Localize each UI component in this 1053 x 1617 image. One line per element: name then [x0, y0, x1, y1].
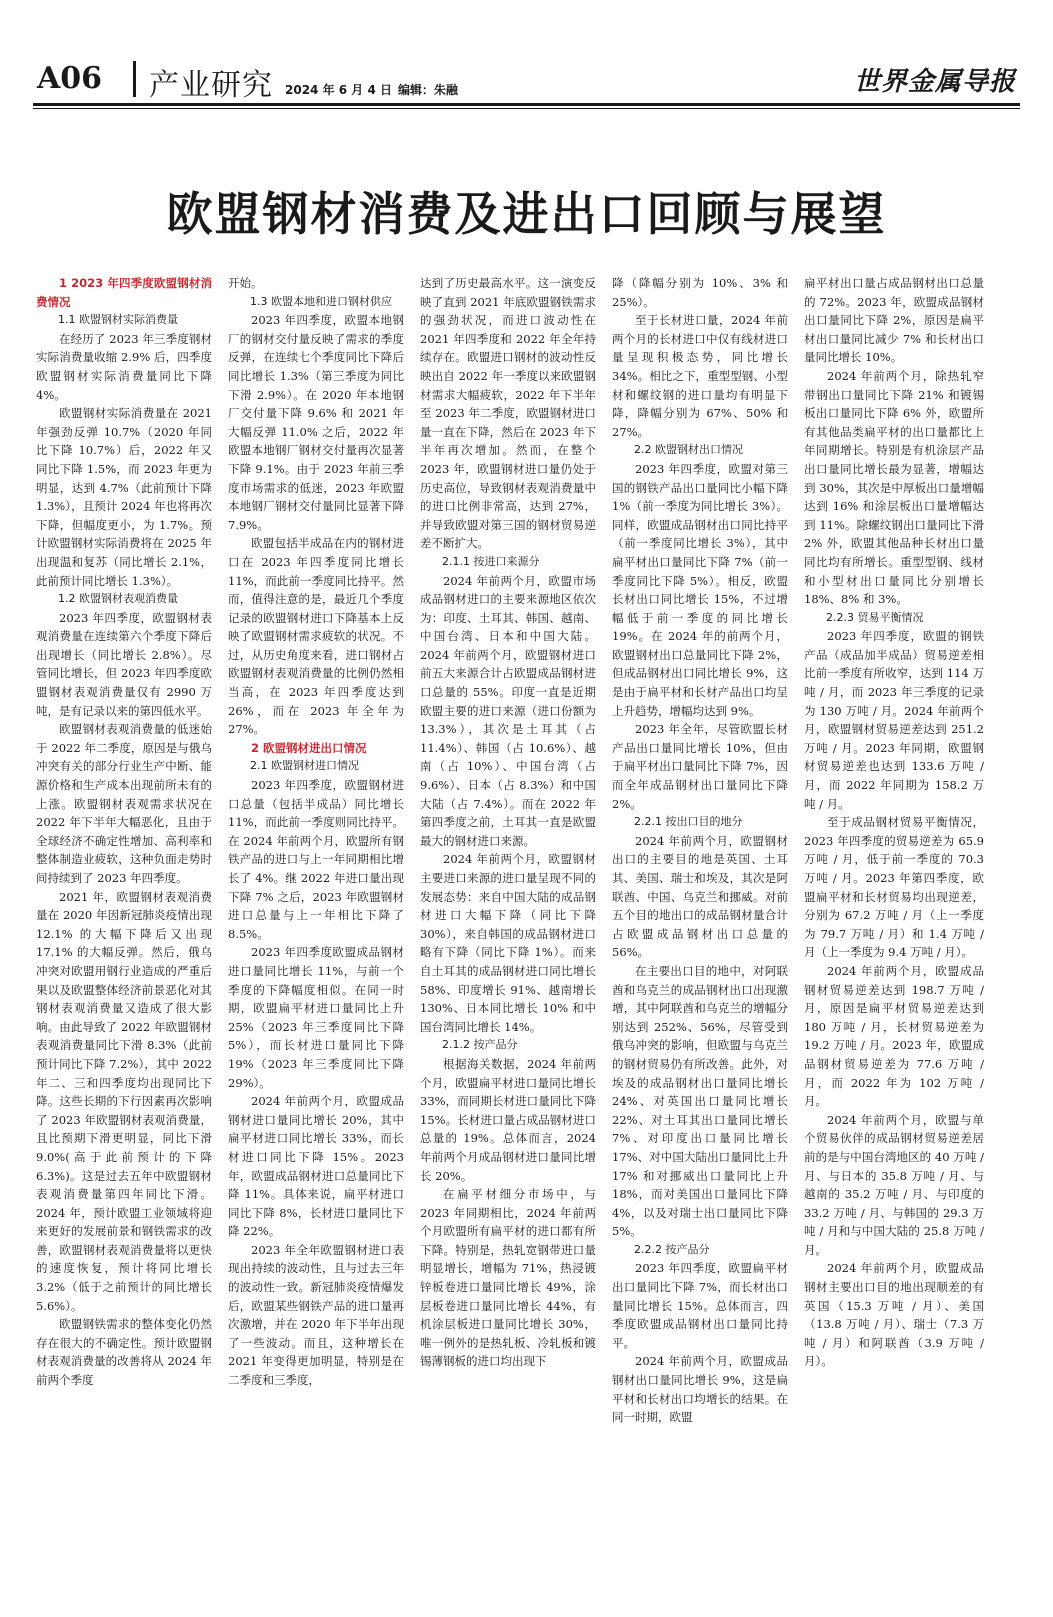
paragraph: 2023 年全年欧盟钢材进口表现出持续的波动性，且与过去三年的波动性一致。新冠肺炎疫情爆发后，欧盟某些钢铁产品的进口量再次激增，并在 2020 年下半年出现了一些波动。而且，这种增长在 2021 年变得更加明显，特别是在二季度和三季度， — [228, 1242, 404, 1388]
paragraph: 开始。 — [228, 276, 263, 290]
paragraph: 2024 年前两个月，欧盟成品钢材主要出口目的地出现顺差的有英国（15.3 万吨 / 月）、美国（13.8 万吨 / 月）、瑞士（7.3 万吨 / 月）和阿联酋（3.9 万吨 / 月）。 — [804, 1261, 984, 1369]
paragraph: 欧盟包括半成品在内的钢材进口在 2023 年四季度同比增长 11%，而此前一季度同比持平。然而，值得注意的是，最近几个季度记录的欧盟钢材进口下降基本上反映了欧盟钢材需求疲软的状况。不过，从历史角度来看，进口钢材占欧盟钢材表观消费量的比例仍然相当高，在 2023 年四季度达到 26%，而在 2023 年全年为 27%。 — [228, 536, 404, 737]
paragraph: 2024 年前两个月，欧盟与单个贸易伙伴的成品钢材贸易逆差居前的是与中国台湾地区的 40 万吨 / 月、与日本的 35.8 万吨 / 月、与越南的 35.2 万吨 / 月、与印度的 33.2 万吨 / 月、与韩国的 29.3 万吨 / 月和与中国大陆的 25.8 万吨 / 月。 — [804, 1112, 984, 1257]
subsection-heading: 2.2.3 贸易平衡情况 — [826, 610, 924, 624]
subsection-heading: 1.2 欧盟钢材表观消费量 — [58, 592, 178, 606]
paragraph: 2023 年四季度，欧盟的钢铁产品（成品加半成品）贸易逆差相比前一季度有所收窄，达到 114 万吨 / 月，而 2023 年三季度的记录为 130 万吨 / 月。2024 年前两个月，欧盟钢材贸易逆差达到 251.2 万吨 / 月。2023 年同期，欧盟钢材贸易逆差也达到 133.6 万吨 / 月，而 2022 年同期为 158.2 万吨 / 月。 — [804, 629, 984, 811]
paragraph: 2024 年前两个月，欧盟钢材主要进口来源的进口量呈现不同的发展态势：来自中国大陆的成品钢材进口大幅下降（同比下降 30%），来自韩国的成品钢材进口略有下降（同比下降 1%）。而来自土耳其的成品钢材进口同比增长 58%、印度增长 91%、越南增长 130%、日本同比增长 10% 和中国台湾同比增长 14%。 — [420, 852, 596, 1034]
subsection-heading: 2.2 欧盟钢材出口情况 — [634, 443, 743, 457]
newspaper-logo: 世界金属导报 — [853, 67, 1016, 97]
paragraph: 降（降幅分别为 10%、3% 和 25%）。 — [612, 276, 788, 309]
page-number: A06 — [37, 61, 103, 96]
editor-credit: 编辑：朱融 — [398, 83, 459, 97]
masthead-rule — [33, 103, 1020, 106]
paragraph: 在扁平材细分市场中，与 2023 年同期相比，2024 年前两个月欧盟所有扁平材的进口都有所下降。特别是，热轧宽钢带进口量明显增长，增幅为 71%，热浸镀锌板卷进口量同比增长 49%，涂层板卷进口量同比增长 44%，有机涂层板进口量同比增长 30%，唯一例外的是热轧板、冷轧板和镀锡薄钢板的进口均出现下 — [420, 1187, 596, 1369]
paragraph: 2024 年前两个月，欧盟钢材出口的主要目的地是英国、土耳其、美国、瑞士和埃及，其次是阿联酋、中国、乌克兰和挪威。对前五个目的地出口的成品钢材量合计占欧盟成品钢材出口总量的 56%。 — [612, 833, 788, 960]
paragraph: 2024 年前两个月，欧盟成品钢材出口量同比增长 9%，这是扁平材和长材出口均增长的结果。在同一时期，欧盟 — [612, 1354, 788, 1425]
subsection-heading: 1.1 欧盟钢材实际消费量 — [58, 313, 178, 327]
paragraph: 根据海关数据，2024 年前两个月，欧盟扁平材进口量同比增长 33%，而同期长材进口量同比下降 15%。长材进口量占成品钢材进口总量的 19%。总体而言，2024 年前两个月成品钢材进口量同比增长 20%。 — [420, 1056, 596, 1183]
paragraph: 欧盟钢材表观消费量的低迷始于 2022 年二季度，原因是与俄乌冲突有关的部分行业生产中断、能源价格和生产成本出现前所未有的上涨。欧盟钢材表观需求状况在 2022 年下半年大幅恶化，且由于全球经济不确定性增加、高利率和整体制造业疲软，这种负面走势时间持续到了 2023 年四季度。 — [36, 722, 212, 885]
section-name: 产业研究 — [149, 68, 273, 103]
paragraph: 2023 年四季度，欧盟本地钢厂的钢材交付量反映了需求的季度反弹，在连续七个季度同比下降后同比增长 1.3%（第三季度为同比下滑 2.9%）。在 2020 年本地钢厂交付量下降 9.6% 和 2021 年大幅反弹 11.0% 之后，2022 年欧盟本地钢厂钢材交付量再次显著下降 9.1%。由于 2023 年前三季度市场需求的低迷，2023 年欧盟本地钢厂钢材交付量同比显著下降 7.9%。 — [228, 313, 404, 532]
section-heading: 2 欧盟钢材进出口情况 — [251, 740, 367, 755]
masthead-divider — [133, 61, 136, 97]
masthead-rule-thin — [33, 108, 1020, 109]
paragraph: 2024 年前两个月，欧盟成品钢材进口量同比增长 20%，其中扁平材进口同比增长 33%，而长材进口同比下降 15%。2023 年，欧盟成品钢材进口总量同比下降 11%。具体来说，扁平材进口同比下降 8%，长材进口量同比下降 22%。 — [228, 1094, 404, 1239]
paragraph: 2024 年前两个月，欧盟成品钢材贸易逆差达到 198.7 万吨 / 月，原因是扁平材贸易逆差达到 180 万吨 / 月，长材贸易逆差为 19.2 万吨 / 月。2023 年，欧盟成品钢材贸易逆差为 77.6 万吨 / 月，而 2022 年为 102 万吨 / 月。 — [804, 963, 984, 1109]
subsection-heading: 2.1 欧盟钢材进口情况 — [250, 759, 359, 773]
paragraph: 2024 年前两个月，欧盟市场成品钢材进口的主要来源地区依次为：印度、土耳其、韩国、越南、中国台湾、日本和中国大陆。2024 年前两个月，欧盟钢材进口前五大来源合计占欧盟成品钢材进口总量的 55%。印度一直是近期欧盟主要的进口来源（进口份额为 13.3%），其次是土耳其（占 11.4%）、韩国（占 10.6%）、越南（占 10%）、中国台湾（占 9.6%）、日本（占 8.3%）和中国大陆（占 7.4%）。而在 2022 年第四季度之前，土耳其一直是欧盟最大的钢材进口来源。 — [420, 573, 596, 848]
paragraph: 至于长材进口量，2024 年前两个月的长材进口中仅有线材进口量呈现积极态势，同比增长 34%。相比之下，重型型钢、小型材和螺纹钢的进口量均有明显下降，降幅分别为 67%、50% 和 27%。 — [612, 313, 788, 439]
paragraph: 2023 年四季度欧盟成品钢材进口量同比增长 11%，与前一个季度的下降幅度相似。在同一时期，欧盟扁平材进口量同比上升 25%（2023 年三季度同比下降 5%），而长材进口量同比下降 19%（2023 年三季度同比下降 29%）。 — [228, 945, 404, 1090]
paragraph: 2023 年四季度，欧盟扁平材出口量同比下降 7%，而长材出口量同比增长 15%。总体而言，四季度欧盟成品钢材出口量同比持平。 — [612, 1261, 788, 1350]
paragraph: 欧盟钢材实际消费量在 2021 年强劲反弹 10.7%（2020 年同比下降 10.7%）后，2022 年又同比下降 1.5%，而 2023 年更为明显，达到 4.7%（此前预计下降 1.3%），且预计 2024 年也将再次下降，但幅度更小，为 1.7%。预计欧盟钢材实际消费将在 2025 年出现温和复苏（同比增长 2.1%，此前预计同比增长 1.3%）。 — [36, 406, 212, 588]
paragraph: 2023 年四季度，欧盟钢材表观消费量在连续第六个季度下降后出现增长（同比增长 2.8%）。尽管同比增长，但 2023 年四季度欧盟钢材表观消费量仅有 2990 万吨，是有记录以来的第四低水平。 — [36, 610, 212, 718]
subsection-heading: 2.1.1 按进口来源分 — [442, 554, 540, 568]
paragraph: 2023 年四季度，欧盟钢材进口总量（包括半成品）同比增长 11%，而此前一季度则同比持平。在 2024 年前两个月，欧盟所有钢铁产品的进口与上一年同期相比增长了 4%。继 2022 年进口量出现下降 7% 之后，2023 年欧盟钢材进口总量与上一年相比下降了 8.5%。 — [228, 778, 404, 941]
subsection-heading: 2.1.2 按产品分 — [442, 1038, 518, 1052]
article-column-1 — [36, 274, 212, 1604]
subsection-heading: 2.2.1 按出口目的地分 — [634, 815, 743, 829]
paragraph: 在主要出口目的地中，对阿联酋和乌克兰的成品钢材出口出现激增，其中阿联酋和乌克兰的增幅分别达到 252%、56%，尽管受到俄乌冲突的影响，但欧盟与乌克兰的钢材贸易仍有所改善。此外，对埃及的成品钢材出口量同比增长 24%、对英国出口量同比增长 22%、对土耳其出口量同比增长 7%、对印度出口量同比增长 17%、对中国大陆出口量同比上升 17% 和对挪威出口量同比上升 18%，而对美国出口量同比下降 4%，以及对瑞士出口量同比下降 5%。 — [612, 963, 788, 1239]
paragraph: 欧盟钢铁需求的整体变化仍然存在很大的不确定性。预计欧盟钢材表观消费量的改善将从 2024 年前两个季度 — [36, 1317, 212, 1388]
paragraph: 达到了历史最高水平。这一演变反映了直到 2021 年底欧盟钢铁需求的强劲状况，而进口波动性在 2021 年四季度和 2022 年全年持续存在。欧盟进口钢材的波动性反映出自 2022 年一季度以来欧盟钢材需求大幅疲软，2022 年下半年至 2023 年二季度，欧盟钢材进口量一直在下降，然后在 2023 年下半年再次增加。然而，在整个 2023 年，欧盟钢材进口量仍处于历史高位，导致钢材表观消费量中的进口比例非常高，达到 27%，并导致欧盟对第三国的钢材贸易逆差不断扩大。 — [420, 276, 596, 551]
article-column-3 — [420, 274, 596, 1604]
article-headline: 欧盟钢材消费及进出口回顾与展望 — [166, 187, 887, 241]
section-heading: 1 2023 年四季度欧盟钢材消费情况 — [36, 276, 212, 309]
paragraph: 扁平材出口量占成品钢材出口总量的 72%。2023 年，欧盟成品钢材出口量同比下降 2%，原因是扁平材出口量同比减少 7% 和长材出口量同比增长 10%。 — [804, 276, 984, 365]
paragraph: 至于成品钢材贸易平衡情况，2023 年四季度的贸易逆差为 65.9 万吨 / 月，低于前一季度的 70.3 万吨 / 月。2023 年第四季度，欧盟扁平材和长材贸易均出现逆差，分别为 67.2 万吨 / 月（上一季度为 79.7 万吨 / 月）和 1.4 万吨 / 月（上一季度为 9.4 万吨 / 月）。 — [804, 815, 984, 960]
article-column-2 — [228, 274, 404, 1604]
masthead — [33, 55, 1020, 105]
subsection-heading: 2.2.2 按产品分 — [634, 1242, 710, 1256]
paragraph: 在经历了 2023 年三季度钢材实际消费量收缩 2.9% 后，四季度欧盟钢材实际消费量同比下降 4%。 — [36, 331, 212, 402]
paragraph: 2023 年全年，尽管欧盟长材产品出口量同比增长 10%，但由于扁平材出口量同比下降 7%，因而全年成品钢材出口量同比下降 2%。 — [612, 722, 788, 811]
article-column-4 — [612, 274, 788, 1604]
paragraph: 2021 年，欧盟钢材表观消费量在 2020 年因新冠肺炎疫情出现 12.1% 的大幅下降后又出现 17.1% 的大幅反弹。然后，俄乌冲突对欧盟用钢行业造成的严重后果以及欧盟整体经济前景恶化对其钢材表观消费量又造成了很大影响。由此导致了 2022 年欧盟钢材表观消费量同比下滑 8.3%（此前预计同比下降 7.2%），其中 2022 年二、三和四季度均出现同比下降。这些长期的下行因素再次影响了 2023 年欧盟钢材表观消费量，且比预期下滑更明显，同比下滑 9.0%(高于此前预计的下降 6.3%)。这是过去五年中欧盟钢材表观消费量第四年同比下滑。2024 年，预计欧盟工业领域将迎来更好的发展前景和钢铁需求的改善，欧盟钢材表观消费量将以更快的速度恢复，预计将同比增长 3.2%（低于之前预计的同比增长 5.6%）。 — [36, 889, 212, 1313]
article-column-5 — [804, 274, 984, 1604]
paragraph: 2023 年四季度，欧盟对第三国的钢铁产品出口量同比小幅下降 1%（前一季度为同比增长 3%）。同样，欧盟成品钢材出口同比持平（前一季度同比增长 3%），其中扁平材出口量同比下降 7%（前一季度同比下降 5%）。相反，欧盟长材出口同比增长 15%，不过增幅低于前一季度的同比增长 19%。在 2024 年的前两个月，欧盟钢材出口总量同比下降 2%，但成品钢材出口同比增长 9%，这是由于扁平材和长材产品出口均呈上升趋势，增幅均达到 9%。 — [612, 461, 788, 718]
issue-date: 2024 年 6 月 4 日 — [285, 83, 392, 97]
subsection-heading: 1.3 欧盟本地和进口钢材供应 — [250, 294, 392, 308]
paragraph: 2024 年前两个月，除热轧窄带钢出口量同比下降 21% 和镀锡板出口量同比下降 6% 外，欧盟所有其他品类扁平材的出口量都比上年同期增长。特别是有机涂层产品出口量同比增长最为显著，增幅达到 30%，其次是中厚板出口量增幅达到 16% 和涂层板出口量增幅达到 11%。除螺纹钢出口量同比下滑 2% 外，欧盟其他品种长材出口量同比均有所增长。重型型钢、线材和小型材出口量同比分别增长 18%、8% 和 3%。 — [804, 368, 984, 607]
